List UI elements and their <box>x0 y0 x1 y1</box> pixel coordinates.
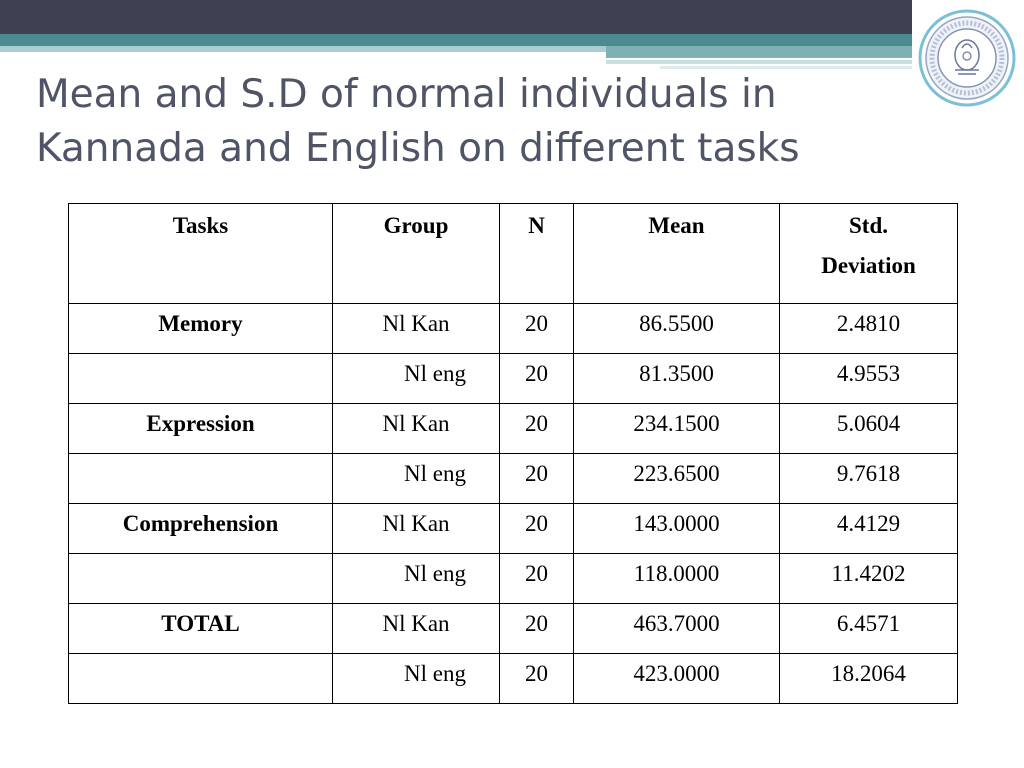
table-row <box>69 404 958 454</box>
header-tasks: Tasks <box>69 204 333 304</box>
mean-cell: 81.3500 <box>574 354 780 404</box>
group-cell: Nl Kan <box>333 504 500 554</box>
task-cell <box>69 654 333 704</box>
mean-cell: 143.0000 <box>574 504 780 554</box>
group-cell: Nl eng <box>333 454 500 504</box>
task-cell <box>69 354 333 404</box>
table-row <box>69 654 958 704</box>
mean-cell: 423.0000 <box>574 654 780 704</box>
header-band-thin <box>606 60 912 64</box>
mean-cell: 118.0000 <box>574 554 780 604</box>
n-cell: 20 <box>500 404 574 454</box>
table-row <box>69 454 958 504</box>
sd-cell: 2.4810 <box>780 304 958 354</box>
mean-cell: 86.5500 <box>574 304 780 354</box>
header-std-deviation <box>780 204 958 304</box>
sd-cell: 5.0604 <box>780 404 958 454</box>
group-cell: Nl eng <box>333 554 500 604</box>
group-cell: Nl eng <box>333 354 500 404</box>
sd-cell: 18.2064 <box>780 654 958 704</box>
header-n: N <box>500 204 574 304</box>
task-cell <box>69 554 333 604</box>
sd-cell: 9.7618 <box>780 454 958 504</box>
header-band-accent <box>606 46 912 58</box>
institute-seal-icon <box>918 8 1016 108</box>
header-group: Group <box>333 204 500 304</box>
n-cell: 20 <box>500 654 574 704</box>
page-title: Mean and S.D of normal individuals in Kannada and English on different tasks <box>36 72 800 171</box>
mean-cell: 234.1500 <box>574 404 780 454</box>
sd-cell: 11.4202 <box>780 554 958 604</box>
table-row <box>69 304 958 354</box>
header-mean: Mean <box>574 204 780 304</box>
task-cell: TOTAL <box>69 604 333 654</box>
header-band-dark <box>0 0 912 34</box>
header-sd-line1: Std. <box>849 213 888 238</box>
n-cell: 20 <box>500 354 574 404</box>
n-cell: 20 <box>500 604 574 654</box>
group-cell: Nl Kan <box>333 404 500 454</box>
task-cell: Comprehension <box>69 504 333 554</box>
n-cell: 20 <box>500 554 574 604</box>
stats-table <box>68 203 958 704</box>
n-cell: 20 <box>500 504 574 554</box>
table-header-row <box>69 204 958 304</box>
table-row <box>69 604 958 654</box>
group-cell: Nl Kan <box>333 304 500 354</box>
table-row <box>69 504 958 554</box>
mean-cell: 223.6500 <box>574 454 780 504</box>
task-cell <box>69 454 333 504</box>
task-cell: Memory <box>69 304 333 354</box>
sd-cell: 6.4571 <box>780 604 958 654</box>
header-band-light <box>0 46 606 52</box>
table-row <box>69 354 958 404</box>
header-sd-line2: Deviation <box>821 253 916 278</box>
task-cell: Expression <box>69 404 333 454</box>
group-cell: Nl Kan <box>333 604 500 654</box>
sd-cell: 4.9553 <box>780 354 958 404</box>
table-row <box>69 554 958 604</box>
mean-cell: 463.7000 <box>574 604 780 654</box>
n-cell: 20 <box>500 304 574 354</box>
group-cell: Nl eng <box>333 654 500 704</box>
header-band-teal <box>0 34 912 46</box>
n-cell: 20 <box>500 454 574 504</box>
sd-cell: 4.4129 <box>780 504 958 554</box>
